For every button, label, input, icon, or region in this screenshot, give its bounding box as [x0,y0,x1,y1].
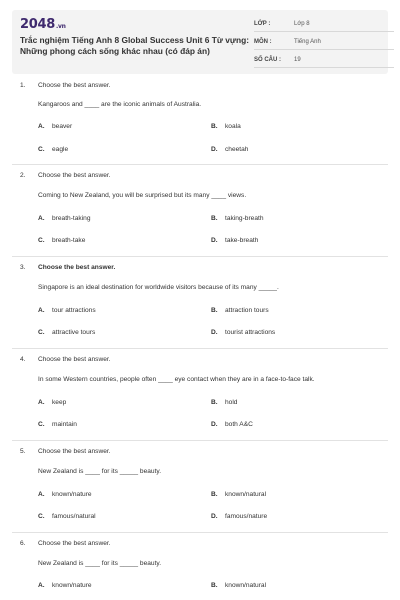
option-a[interactable] [38,123,72,130]
option-text: breath-taking [52,215,91,222]
option-a[interactable] [38,307,96,314]
option-b[interactable] [211,307,269,314]
divider [12,348,388,349]
meta-value-subject: Tiếng Anh [294,39,321,45]
question-number: 2. [20,172,26,179]
question-instruction: Choose the best answer. [38,448,111,455]
option-a[interactable] [38,399,66,406]
option-letter: B. [211,582,218,589]
option-b[interactable] [211,491,266,498]
option-letter: C. [38,421,45,428]
option-text: keep [52,399,67,406]
option-text: tour attractions [52,307,96,314]
question-text: Singapore is an ideal destination for worldwide visitors because of its many _____. [38,284,279,291]
divider [12,440,388,441]
option-letter: A. [38,123,45,130]
question-number: 6. [20,540,26,547]
option-letter: D. [211,146,218,153]
option-letter: A. [38,491,45,498]
option-letter: A. [38,399,45,406]
meta-label-count: SỐ CÂU : [254,57,281,63]
option-c[interactable] [38,237,85,244]
option-b[interactable] [211,123,241,130]
question-number: 5. [20,448,26,455]
option-b[interactable] [211,215,264,222]
option-text: attraction tours [225,307,269,314]
option-d[interactable] [211,421,253,428]
divider [12,256,388,257]
question-instruction: Choose the best answer. [38,172,111,179]
meta-value-count: 19 [294,57,301,63]
option-text: known/nature [52,491,92,498]
option-b[interactable] [211,582,266,589]
option-c[interactable] [38,513,96,520]
page-header [12,10,388,74]
option-letter: D. [211,421,218,428]
meta-label-subject: MÔN : [254,39,272,45]
option-d[interactable] [211,513,267,520]
option-text: hold [225,399,238,406]
divider [12,164,388,165]
option-letter: A. [38,582,45,589]
question-text: Coming to New Zealand, you will be surprised but its many ____ views. [38,192,247,199]
option-text: attractive tours [52,329,96,336]
option-text: known/natural [225,491,267,498]
divider [12,532,388,533]
option-text: both A&C [225,421,253,428]
option-text: famous/natural [52,513,96,520]
option-letter: B. [211,399,218,406]
option-c[interactable] [38,421,77,428]
option-d[interactable] [211,329,275,336]
logo-text: 2048 [20,17,55,32]
option-text: maintain [52,421,77,428]
option-text: taking-breath [225,215,264,222]
option-letter: C. [38,237,45,244]
question-text: New Zealand is ____ for its _____ beauty. [38,560,162,567]
meta-row-subject [254,35,394,50]
page-title: Trắc nghiệm Tiếng Anh 8 Global Success Unit 6 Từ vựng: Những phong cách sống khác nhau (có đáp án) [20,35,249,56]
quiz-meta [254,17,394,71]
question-number: 4. [20,356,26,363]
logo-suffix: .vn [55,23,66,30]
site-logo[interactable] [20,17,66,32]
question-text: In some Western countries, people often ____ eye contact when they are in a face-to-face talk. [38,376,315,383]
question-instruction: Choose the best answer. [38,540,111,547]
option-text: breath-take [52,237,86,244]
option-letter: C. [38,329,45,336]
meta-row-class [254,17,394,32]
meta-value-class: Lớp 8 [294,21,310,27]
option-a[interactable] [38,582,92,589]
option-text: tourist attractions [225,329,276,336]
question-text: Kangaroos and ____ are the iconic animals of Australia. [38,101,202,108]
option-text: take-breath [225,237,259,244]
option-b[interactable] [211,399,237,406]
option-d[interactable] [211,146,248,153]
option-letter: B. [211,491,218,498]
option-letter: D. [211,237,218,244]
question-number: 1. [20,82,26,89]
option-letter: D. [211,329,218,336]
option-text: beaver [52,123,73,130]
option-d[interactable] [211,237,258,244]
option-letter: A. [38,215,45,222]
option-letter: C. [38,513,45,520]
option-a[interactable] [38,215,91,222]
option-letter: D. [211,513,218,520]
option-letter: B. [211,307,218,314]
option-letter: B. [211,215,218,222]
option-a[interactable] [38,491,92,498]
question-instruction: Choose the best answer. [38,356,111,363]
option-letter: B. [211,123,218,130]
option-letter: C. [38,146,45,153]
question-instruction: Choose the best answer. [38,264,116,271]
option-text: known/natural [225,582,267,589]
option-text: eagle [52,146,69,153]
meta-row-count [254,53,394,68]
option-text: famous/nature [225,513,268,520]
question-number: 3. [20,264,26,271]
option-text: cheetah [225,146,249,153]
option-c[interactable] [38,146,68,153]
option-letter: A. [38,307,45,314]
option-text: known/nature [52,582,92,589]
question-instruction: Choose the best answer. [38,82,111,89]
option-c[interactable] [38,329,95,336]
question-text: New Zealand is ____ for its _____ beauty. [38,468,162,475]
option-text: koala [225,123,241,130]
meta-label-class: LỚP : [254,21,271,27]
